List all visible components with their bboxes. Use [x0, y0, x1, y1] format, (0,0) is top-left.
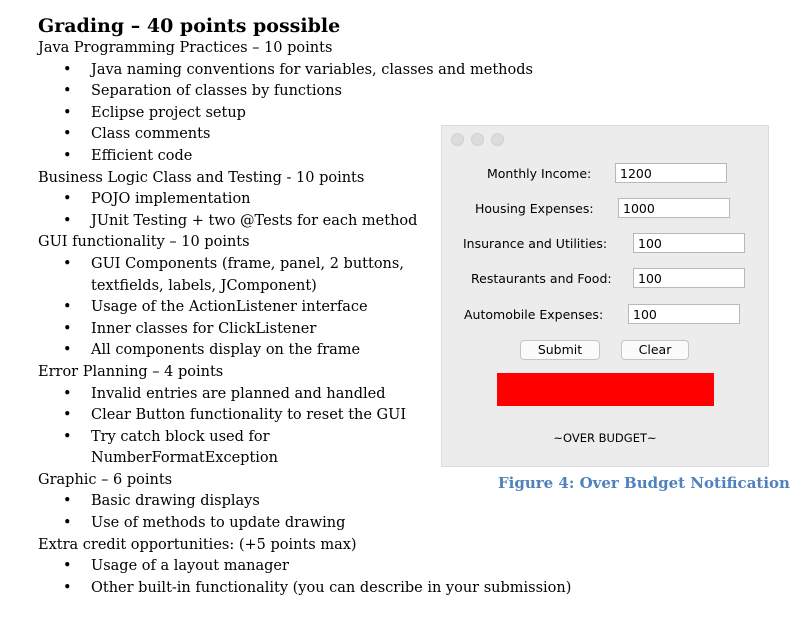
list-item: • Clear Button functionality to reset the GUI — [63, 407, 407, 424]
list-item: • Efficient code — [63, 147, 193, 164]
restaurants-food-row — [442, 268, 768, 290]
list-item: • Class comments — [63, 126, 211, 143]
monthly-income-field[interactable]: 1200 — [615, 163, 727, 183]
monthly-income-label: Monthly Income: — [487, 166, 592, 181]
bullet-list — [38, 556, 798, 599]
list-item: • Java naming conventions for variables, classes and methods — [63, 61, 533, 78]
list-item: • Basic drawing displays — [63, 493, 260, 510]
list-item: • JUnit Testing + two @Tests for each method — [63, 212, 418, 229]
list-item: • GUI Components (frame, panel, 2 buttons, textfields, labels, JComponent) — [63, 255, 404, 294]
list-item: • Usage of the ActionListener interface — [63, 299, 368, 316]
minimize-window-icon[interactable] — [471, 133, 484, 146]
budget-app-window — [441, 125, 769, 467]
maximize-window-icon[interactable] — [491, 133, 504, 146]
submit-button[interactable]: Submit — [520, 340, 600, 360]
list-item: • Other built-in functionality (you can describe in your submission) — [63, 579, 572, 596]
window-titlebar[interactable] — [442, 126, 768, 148]
section-heading: Graphic – 6 points — [38, 471, 173, 488]
budget-status-indicator — [497, 373, 714, 406]
section-heading: Error Planning – 4 points — [38, 363, 224, 380]
section-heading: Extra credit opportunities: (+5 points max) — [38, 536, 357, 553]
restaurants-food-label: Restaurants and Food: — [471, 271, 612, 286]
restaurants-food-field[interactable]: 100 — [633, 268, 745, 288]
list-item: • Use of methods to update drawing — [63, 515, 346, 532]
list-item: • All components display on the frame — [63, 342, 361, 359]
section-heading: Java Programming Practices – 10 points — [38, 40, 333, 56]
automobile-expenses-row — [442, 304, 768, 326]
housing-expenses-field[interactable]: 1000 — [618, 198, 730, 218]
automobile-expenses-field[interactable]: 100 — [628, 304, 740, 324]
grading-title: Grading – 40 points possible — [38, 15, 341, 37]
list-item: • Usage of a layout manager — [63, 558, 289, 575]
bullet-list — [38, 491, 798, 534]
housing-expenses-row — [442, 198, 768, 220]
list-item: • Invalid entries are planned and handled — [63, 385, 386, 402]
automobile-expenses-label: Automobile Expenses: — [464, 307, 604, 322]
list-item: • Inner classes for ClickListener — [63, 320, 317, 337]
insurance-utilities-label: Insurance and Utilities: — [463, 236, 608, 251]
budget-status-text: ~OVER BUDGET~ — [553, 431, 657, 445]
list-item: • POJO implementation — [63, 191, 251, 208]
monthly-income-row — [442, 163, 768, 185]
section-heading: Business Logic Class and Testing - 10 points — [38, 169, 365, 186]
insurance-utilities-row — [442, 233, 768, 255]
housing-expenses-label: Housing Expenses: — [475, 201, 594, 216]
section-heading: GUI functionality – 10 points — [38, 234, 250, 251]
clear-button[interactable]: Clear — [621, 340, 689, 360]
figure-caption: Figure 4: Over Budget Notification — [498, 474, 790, 492]
insurance-utilities-field[interactable]: 100 — [633, 233, 745, 253]
list-item: • Try catch block used for NumberFormatException — [63, 428, 278, 467]
list-item: • Separation of classes by functions — [63, 83, 343, 100]
close-window-icon[interactable] — [451, 133, 464, 146]
list-item: • Eclipse project setup — [63, 104, 246, 121]
